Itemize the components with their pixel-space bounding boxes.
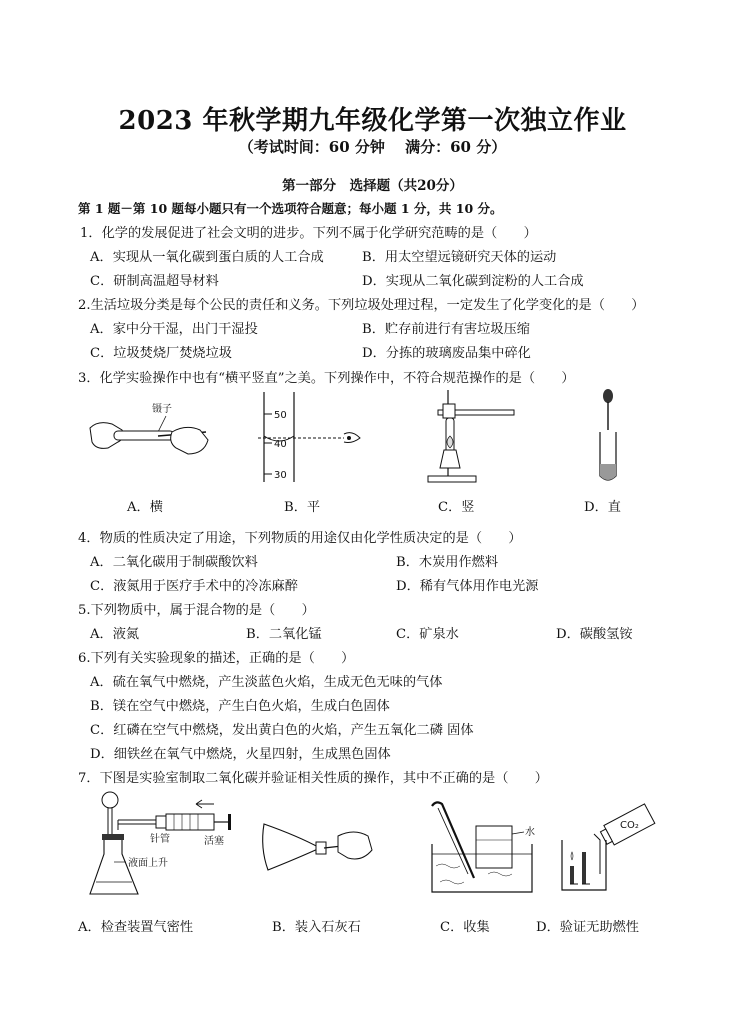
q3-figure-d-dropper bbox=[590, 388, 630, 484]
liquid-rise-label: 液面上升 bbox=[128, 858, 168, 869]
q3-option-a: A．横 bbox=[127, 500, 163, 515]
page-title: 2023 年秋学期九年级化学第一次独立作业 bbox=[118, 106, 627, 136]
q7-option-d: D．验证无助燃性 bbox=[536, 920, 639, 935]
tick-40: 40 bbox=[274, 439, 287, 450]
q3-option-c: C．竖 bbox=[438, 500, 475, 515]
q7-figure-d-verify bbox=[556, 800, 666, 896]
q7-option-a: A．检查装置气密性 bbox=[78, 920, 194, 935]
question-5-stem: 5.下列物质中，属于混合物的是（ ） bbox=[78, 603, 315, 618]
q6-option-a: A．硫在氧气中燃烧，产生淡蓝色火焰，生成无色无味的气体 bbox=[90, 675, 443, 690]
q3-figure-c-heating bbox=[418, 388, 528, 484]
tick-50: 50 bbox=[274, 410, 287, 421]
q5-option-b: B．二氧化锰 bbox=[246, 627, 322, 642]
q2-option-d: D．分拣的玻璃废品集中碎化 bbox=[362, 346, 531, 361]
q1-option-d: D．实现从二氧化碳到淀粉的人工合成 bbox=[362, 274, 584, 289]
question-3-stem: 3．化学实验操作中也有“横平竖直”之美。下列操作中，不符合规范操作的是（ ） bbox=[78, 371, 575, 386]
co2-label: CO₂ bbox=[620, 820, 639, 831]
q2-option-b: B．贮存前进行有害垃圾压缩 bbox=[362, 322, 530, 337]
q7-figure-b-limestone bbox=[258, 818, 378, 876]
q2-option-c: C．垃圾焚烧厂焚烧垃圾 bbox=[90, 346, 232, 361]
q4-option-c: C．液氮用于医疗手术中的冷冻麻醉 bbox=[90, 579, 298, 594]
section-title: 第一部分 选择题（共20分） bbox=[282, 178, 463, 194]
q5-option-a: A．液氮 bbox=[90, 627, 140, 642]
q1-option-c: C．研制高温超导材料 bbox=[90, 274, 219, 289]
q6-option-b: B．镁在空气中燃烧，产生白色火焰，生成白色固体 bbox=[90, 699, 390, 714]
q1-option-b: B．用太空望远镜研究天体的运动 bbox=[362, 250, 557, 265]
q3-option-b: B．平 bbox=[284, 500, 321, 515]
q3-option-d: D．直 bbox=[584, 500, 621, 515]
q4-option-a: A．二氧化碳用于制碳酸饮料 bbox=[90, 555, 258, 570]
syringe-label: 针管 bbox=[150, 834, 170, 845]
q1-option-a: A．实现从一氧化碳到蛋白质的人工合成 bbox=[90, 250, 324, 265]
question-7-stem: 7．下图是实验室制取二氧化碳并验证相关性质的操作，其中不正确的是（ ） bbox=[78, 771, 548, 786]
q7-figure-a-airtight bbox=[88, 790, 238, 902]
q7-option-b: B．装入石灰石 bbox=[272, 920, 361, 935]
question-4-stem: 4．物质的性质决定了用途，下列物质的用途仅由化学性质决定的是（ ） bbox=[78, 531, 522, 546]
q7-figure-c-collect bbox=[428, 800, 538, 896]
q6-option-c: C．红磷在空气中燃烧，发出黄白色的火焰，产生五氧化二磷 固体 bbox=[90, 723, 474, 738]
tweezers-label: 镊子 bbox=[152, 404, 172, 415]
q4-option-b: B．木炭用作燃料 bbox=[396, 555, 499, 570]
q6-option-d: D．细铁丝在氧气中燃烧，火星四射，生成黑色固体 bbox=[90, 747, 391, 762]
q3-figure-a-tweezers bbox=[88, 398, 218, 468]
q3-figure-b-cylinder bbox=[258, 392, 368, 484]
question-1-stem: 1．化学的发展促进了社会文明的进步。下列不属于化学研究范畴的是（ ） bbox=[80, 226, 537, 241]
piston-label: 活塞 bbox=[204, 836, 224, 847]
q7-option-c: C．收集 bbox=[440, 920, 490, 935]
question-6-stem: 6.下列有关实验现象的描述，正确的是（ ） bbox=[78, 651, 355, 666]
q2-option-a: A．家中分干湿，出门干湿投 bbox=[90, 322, 258, 337]
tick-30: 30 bbox=[274, 470, 287, 481]
exam-info: （考试时间：60 分钟 满分：60 分） bbox=[238, 138, 507, 156]
water-label: 水 bbox=[525, 827, 535, 838]
q5-option-d: D．碳酸氢铵 bbox=[556, 627, 633, 642]
section-instruction: 第 1 题－第 10 题每小题只有一个选项符合题意；每小题 1 分，共 10 分。 bbox=[78, 201, 503, 216]
question-2-stem: 2.生活垃圾分类是每个公民的责任和义务。下列垃圾处理过程，一定发生了化学变化的是（ ） bbox=[78, 298, 645, 313]
q5-option-c: C．矿泉水 bbox=[396, 627, 459, 642]
q4-option-d: D．稀有气体用作电光源 bbox=[396, 579, 539, 594]
